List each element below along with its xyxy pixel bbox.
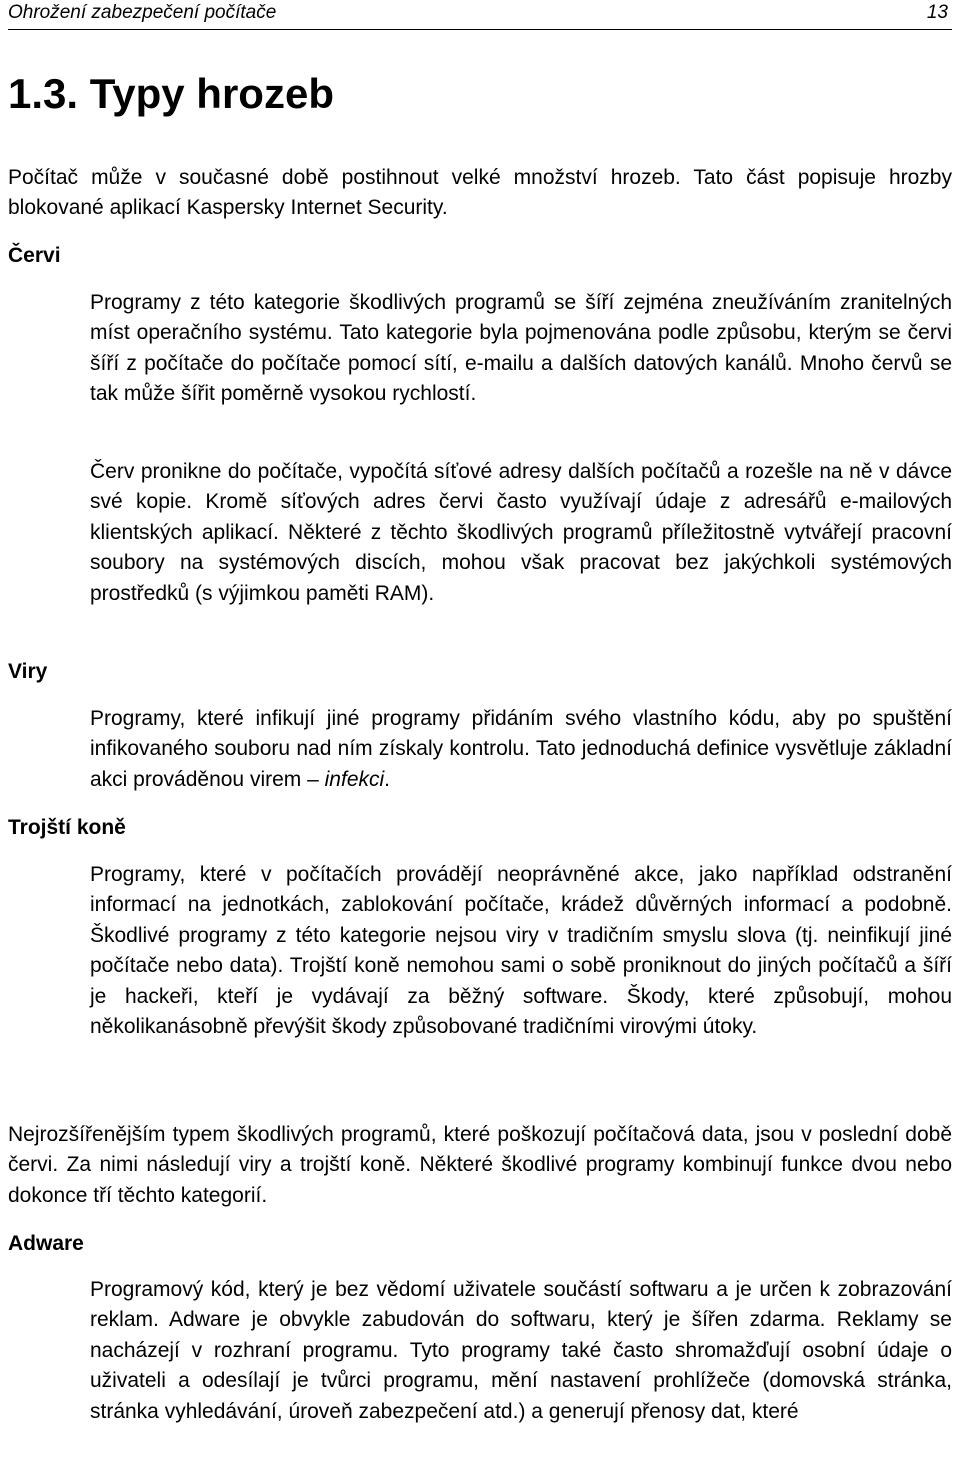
summary-paragraph: Nejrozšířenějším typem škodlivých programů, které poškozují počítačová data, jsou v poslední době červi. Za nimi následují viry a trojští koně. Některé škodlivé programy kombinují funkce dvou nebo dokonce tří těchto kategorií. bbox=[8, 1123, 952, 1207]
header-rule bbox=[8, 29, 952, 30]
term-worms: Červi bbox=[8, 244, 61, 267]
term-viruses: Viry bbox=[8, 660, 48, 683]
section-heading: 1.3. Typy hrozeb bbox=[8, 70, 334, 117]
intro-paragraph: Počítač může v současné době postihnout velké množství hrozeb. Tato část popisuje hrozby blokované aplikací Kaspersky Internet Security. bbox=[8, 166, 952, 220]
worms-paragraph-1: Programy z této kategorie škodlivých programů se šíří zejména zneužíváním zranitelných míst operačního systému. Tato kategorie byla pojmenována podle způsobu, kterým se červi šíří z počítače do počítače pomocí sítí, e-mailu a dalších datových kanálů. Mnoho červů se tak může šířit poměrně vysokou rychlostí. bbox=[90, 291, 952, 406]
adware-paragraph: Programový kód, který je bez vědomí uživatele součástí softwaru a je určen k zobrazování reklam. Adware je obvykle zabudován do softwaru, který je šířen zdarma. Reklamy se nacházejí v rozhraní programu. Tyto programy také často shromažďují osobní údaje o uživateli a odesílají je tvůrci programu, mění nastavení prohlížeče (domovská stránka, stránka vyhledávání, úroveň zabezpečení atd.) a generují přenosy dat, které bbox=[90, 1278, 952, 1423]
viruses-tail: . bbox=[384, 767, 391, 791]
trojans-paragraph: Programy, které v počítačích provádějí neoprávněné akce, jako například odstranění informací na jednotkách, zablokování počítače, krádež důvěrných informací a podobně. Škodlivé programy z této kategorie nejsou viry v tradičním smyslu slova (tj. neinfikují jiné počítače nebo data). Trojští koně nemohou sami o sobě proniknout do jiných počítačů a šíří je hackeři, kteří je vydávají za běžný software. Škody, které způsobují, mohou několikanásobně převýšit škody způsobované tradičními virovými útoky. bbox=[90, 863, 952, 1039]
running-header-title: Ohrožení zabezpečení počítače bbox=[8, 2, 277, 23]
term-adware: Adware bbox=[8, 1232, 84, 1255]
viruses-text: Programy, které infikují jiné programy přidáním svého vlastního kódu, aby po spuštění infikovaného souboru nad ním získaly kontrolu. Tato jednoduchá definice vysvětluje základní akci prováděnou virem – bbox=[90, 707, 952, 791]
viruses-emphasis: infekci bbox=[324, 767, 385, 791]
viruses-paragraph bbox=[90, 704, 952, 795]
page-header bbox=[8, 0, 952, 30]
term-trojans: Trojští koně bbox=[8, 816, 126, 839]
worms-paragraph-2: Červ pronikne do počítače, vypočítá síťové adresy dalších počítačů a rozešle na ně v dávce své kopie. Kromě síťových adres červi často využívají údaje z adresářů e-mailových klientských aplikací. Některé z těchto škodlivých programů příležitostně vytvářejí pracovní soubory na systémových discích, mohou však pracovat bez jakýchkoli systémových prostředků (s výjimkou paměti RAM). bbox=[90, 460, 952, 605]
page-number: 13 bbox=[926, 2, 948, 23]
